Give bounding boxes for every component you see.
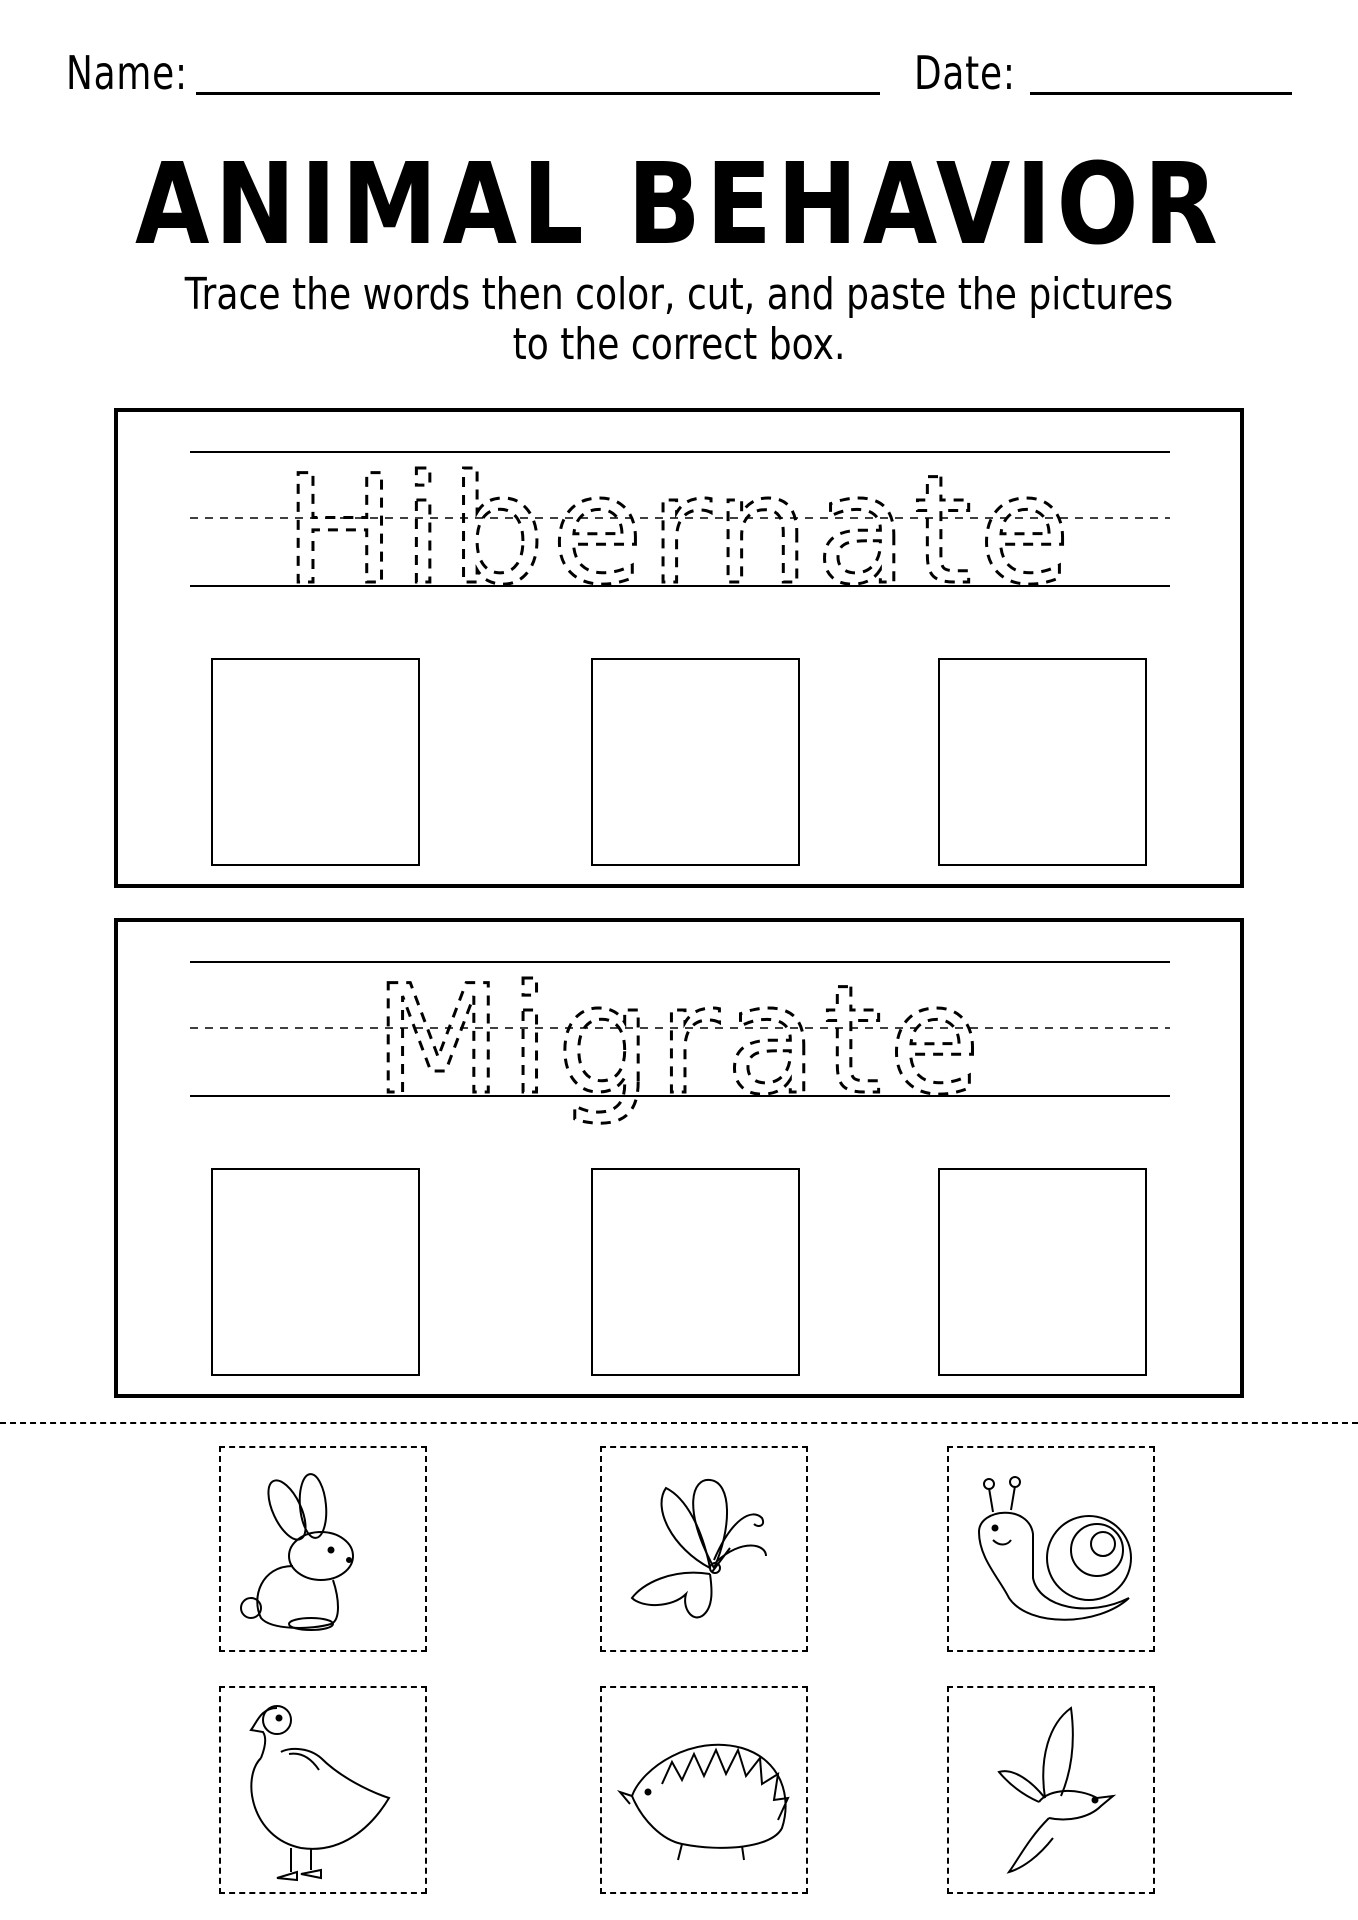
hibernate-paste-box-2[interactable] bbox=[591, 658, 800, 866]
hibernate-trace-word: Hibernate bbox=[283, 444, 1077, 600]
picture-card-duck[interactable] bbox=[219, 1686, 427, 1894]
date-field[interactable] bbox=[1030, 92, 1292, 95]
picture-card-butterfly[interactable] bbox=[600, 1446, 808, 1652]
picture-card-snail[interactable] bbox=[947, 1446, 1155, 1652]
hedgehog-icon bbox=[602, 1688, 806, 1892]
dove-icon bbox=[949, 1688, 1153, 1892]
instructions-line-2: to the correct box. bbox=[512, 319, 846, 370]
date-label: Date: bbox=[914, 46, 1016, 100]
rabbit-icon bbox=[221, 1448, 425, 1650]
picture-card-rabbit[interactable] bbox=[219, 1446, 427, 1652]
name-label: Name: bbox=[66, 46, 188, 100]
name-field[interactable] bbox=[196, 92, 880, 95]
hibernate-paste-box-3[interactable] bbox=[938, 658, 1147, 866]
migrate-trace-word-box bbox=[190, 950, 1170, 1150]
hibernate-paste-box-1[interactable] bbox=[211, 658, 420, 866]
picture-card-dove[interactable] bbox=[947, 1686, 1155, 1894]
hibernate-trace-word-box bbox=[190, 440, 1170, 600]
migrate-paste-box-3[interactable] bbox=[938, 1168, 1147, 1376]
instructions-line-1: Trace the words then color, cut, and paste the pictures bbox=[184, 269, 1174, 320]
butterfly-icon bbox=[602, 1448, 806, 1650]
duck-icon bbox=[221, 1688, 425, 1892]
migrate-paste-box-1[interactable] bbox=[211, 1168, 420, 1376]
migrate-trace-word: Migrate bbox=[373, 954, 987, 1128]
cut-line bbox=[0, 1422, 1358, 1424]
snail-icon bbox=[949, 1448, 1153, 1650]
page-title: ANIMAL BEHAVIOR bbox=[135, 140, 1223, 270]
picture-card-hedgehog[interactable] bbox=[600, 1686, 808, 1894]
migrate-paste-box-2[interactable] bbox=[591, 1168, 800, 1376]
